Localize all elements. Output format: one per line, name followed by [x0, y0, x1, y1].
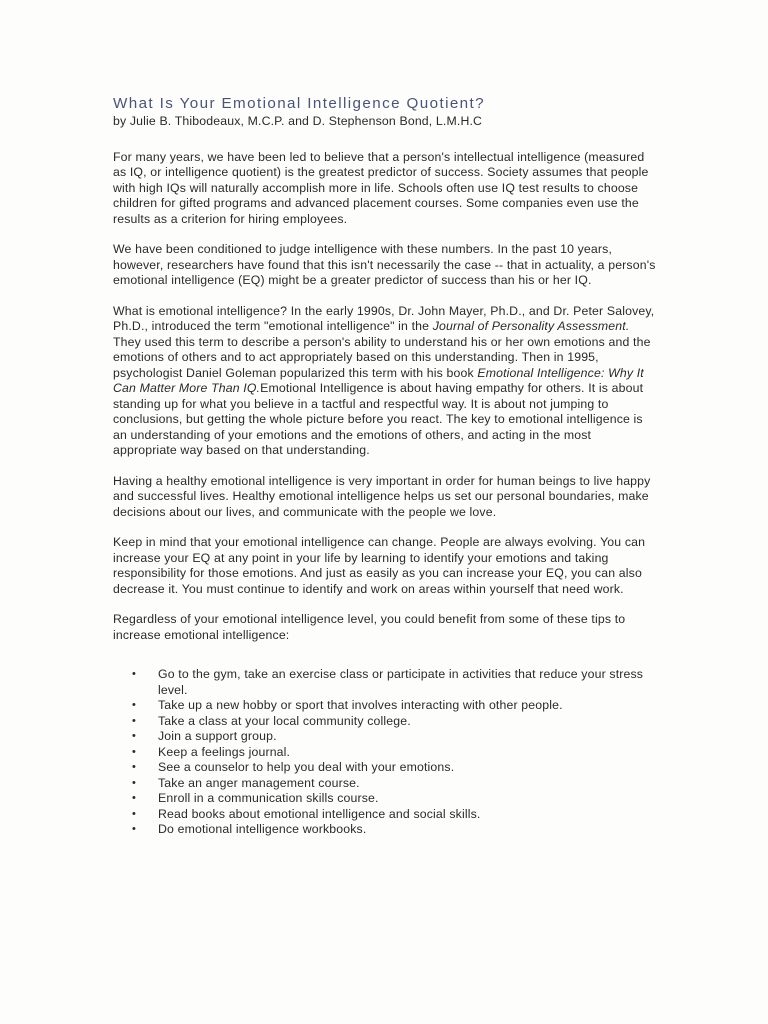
bullet-icon: • [132, 668, 137, 680]
book-title: Emotional Intelligence: Why It Can Matter More Than IQ. [113, 365, 644, 395]
article-body [113, 94, 658, 838]
tip-text: Do emotional intelligence workbooks. [158, 822, 367, 836]
bullet-icon: • [132, 792, 137, 804]
list-item [113, 698, 658, 714]
list-item [113, 807, 658, 823]
article-title: What Is Your Emotional Intelligence Quotient? [113, 95, 485, 112]
paragraph-4: Having a healthy emotional intelligence is very important in order for human beings to live happy and successful lives. Healthy emotional intelligence helps us set our personal boundaries, make decisions about our lives, and communicate with the people we love. [113, 473, 651, 519]
list-item [113, 760, 658, 776]
bullet-icon: • [132, 761, 137, 773]
bullet-icon: • [132, 730, 137, 742]
tip-text: Keep a feelings journal. [158, 744, 291, 759]
paragraph-1: For many years, we have been led to believe that a person's intellectual intelligence (measured as IQ, or intelligence quotient) is the greatest predictor of success. Society assumes that people with high IQs will naturally accomplish more in life. Schools often use IQ test results to choose children for gifted programs and advanced placement courses. Some companies even use the results as a criterion for hiring employees. [113, 149, 649, 226]
tip-text: Go to the gym, take an exercise class or participate in activities that reduce your stress level. [158, 667, 644, 697]
bullet-icon: • [132, 714, 137, 727]
tip-text: Take an anger management course. [158, 775, 360, 790]
tip-text: Join a support group. [158, 729, 277, 743]
paragraph-3-text-a: What is emotional intelligence? In the early 1990s, Dr. John Mayer, Ph.D., and Dr. Peter Salovey, Ph.D., introduced the term "emotional intelligence" in the [113, 303, 655, 333]
bullet-icon: • [132, 776, 137, 789]
list-item [113, 745, 658, 761]
paragraph-3 [113, 304, 658, 459]
tip-text: Take a class at your local community college. [158, 713, 411, 728]
tip-text: Take up a new hobby or sport that involves interacting with other people. [158, 698, 563, 712]
list-item [113, 714, 658, 730]
journal-title: Journal of Personality Assessment. [432, 319, 630, 333]
list-item [113, 791, 658, 807]
tip-text: Enroll in a communication skills course. [158, 791, 379, 805]
bullet-icon: • [132, 807, 137, 820]
tip-text: See a counselor to help you deal with your emotions. [158, 760, 455, 774]
paragraph-5: Keep in mind that your emotional intelligence can change. People are always evolving. You can increase your EQ at any point in your life by learning to identify your emotions and taking responsibility for those emotions. And just as easily as you can increase your EQ, you can also decrease it. You must continue to identify and work on areas within yourself that need work. [113, 535, 646, 596]
list-item [113, 776, 658, 792]
paragraph-2: We have been conditioned to judge intelligence with these numbers. In the past 10 years, however, researchers have found that this isn't necessarily the case -- that in actuality, a person's emotional intelligence (EQ) might be a greater predictor of success than his or her IQ. [113, 242, 656, 287]
tip-text: Read books about emotional intelligence and social skills. [158, 806, 481, 821]
article-byline: by Julie B. Thibodeaux, M.C.P. and D. Stephenson Bond, L.M.H.C [113, 114, 483, 128]
list-item [113, 729, 658, 745]
bullet-icon: • [132, 745, 137, 758]
paragraph-3-text-c: Emotional Intelligence is about having empathy for others. It is about standing up for what you believe in a tactful and respectful way. It is about not jumping to conclusions, but getting the whole picture before you react. The key to emotional intelligence is an understanding of your emotions and the emotions of others, and acting in the most appropriate way based on that understanding. [113, 381, 644, 457]
bullet-icon: • [132, 823, 137, 835]
list-item [113, 822, 658, 838]
paragraph-3-text-b: They used this term to describe a person's ability to understand his or her own emotions and the emotions of others and to act appropriately based on this understanding. Then in 1995, psychologist Daniel Goleman popularized this term with his book [113, 334, 651, 380]
tips-list [113, 667, 658, 838]
paragraph-6: Regardless of your emotional intelligence level, you could benefit from some of these tips to increase emotional intelligence: [113, 612, 626, 642]
bullet-icon: • [132, 699, 137, 711]
list-item [113, 667, 658, 698]
